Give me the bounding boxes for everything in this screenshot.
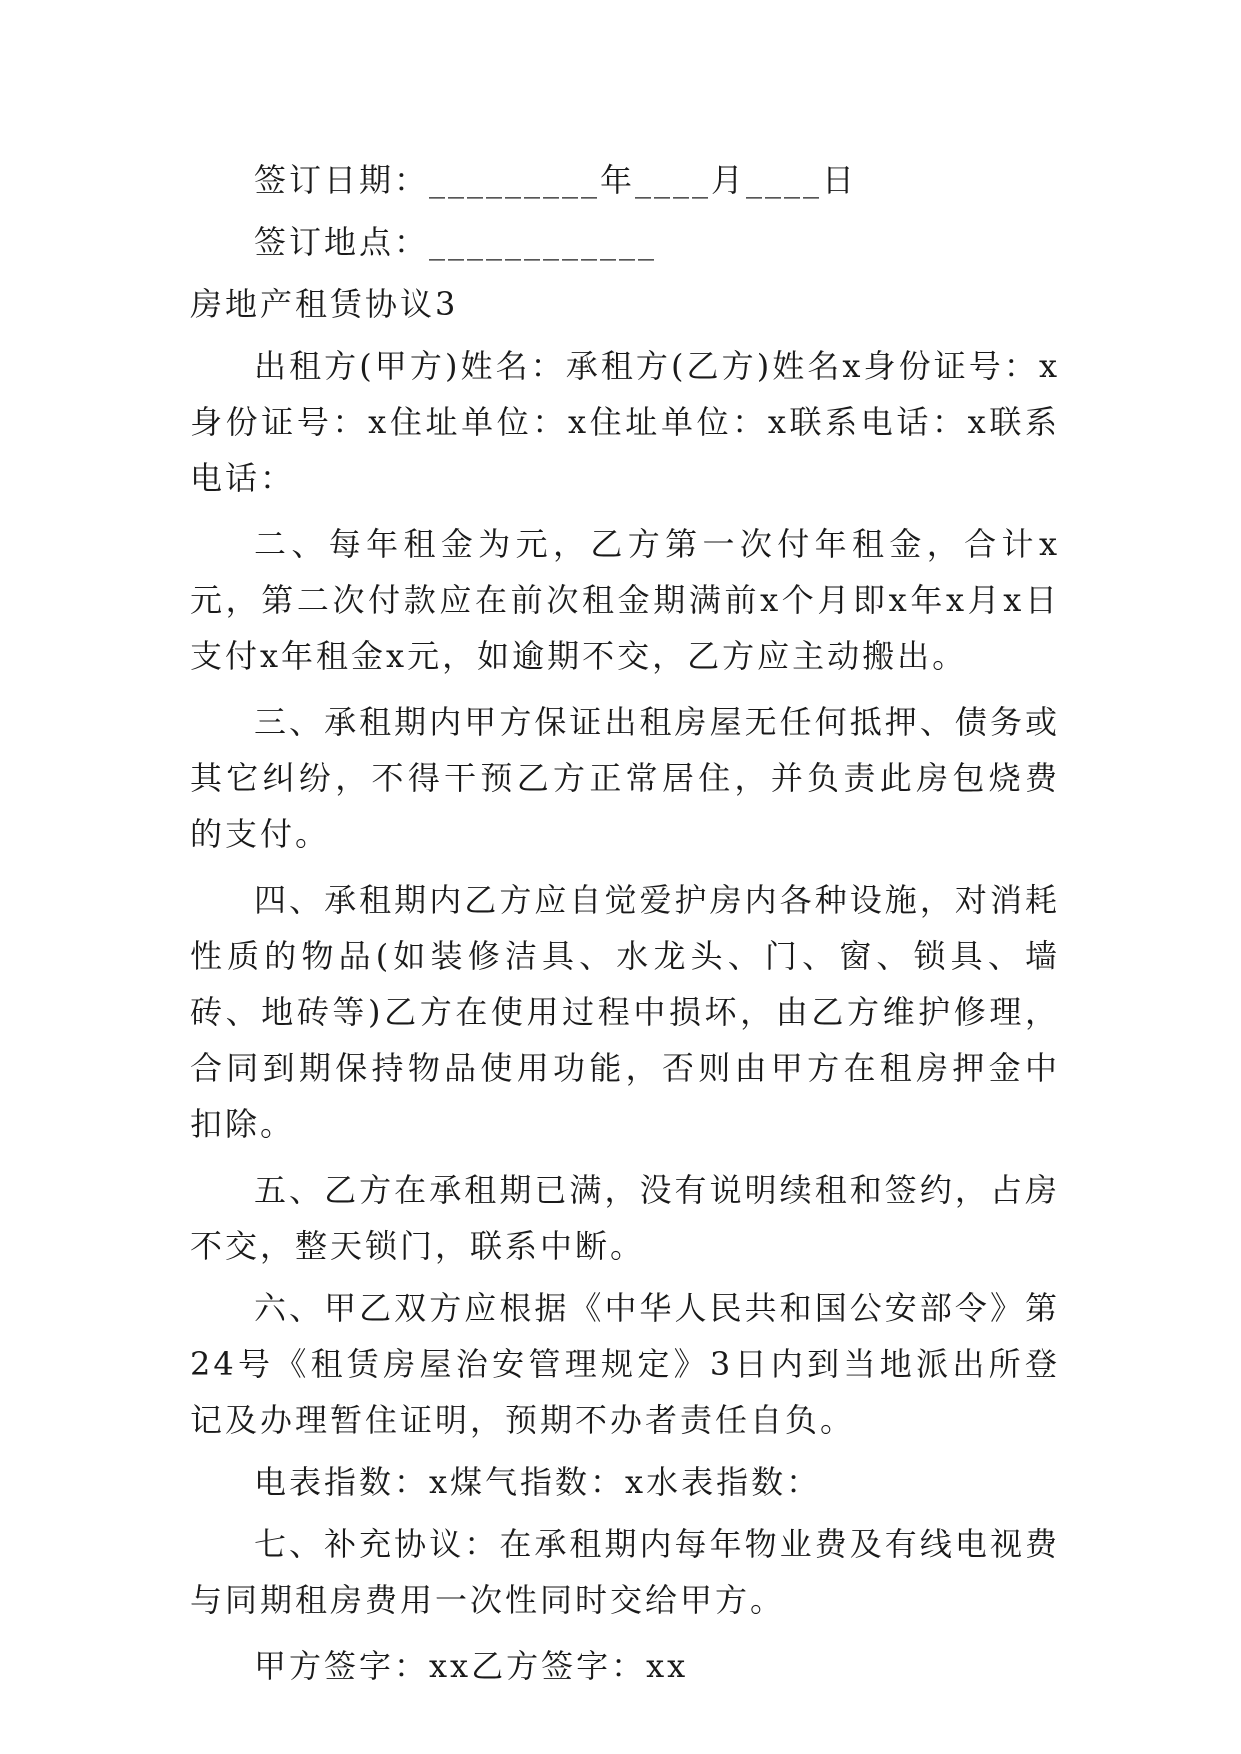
sign-date-line: 签订日期：_________年____月____日 <box>254 161 858 199</box>
clause-3-paragraph: 三、承租期内甲方保证出租房屋无任何抵押、债务或其它纠纷，不得干预乙方正常居住，并负责此房包烧费的支付。 <box>190 703 1060 853</box>
clause-4-paragraph: 四、承租期内乙方应自觉爱护房内各种设施，对消耗性质的物品(如装修洁具、水龙头、门、窗、锁具、墙砖、地砖等)乙方在使用过程中损坏，由乙方维护修理，合同到期保持物品使用功能，否则由甲方在租房押金中扣除。 <box>190 881 1060 1143</box>
meters-line: 电表指数：x煤气指数：x水表指数： <box>254 1463 822 1501</box>
document-title: 房地产租赁协议3 <box>190 285 459 323</box>
parties-paragraph: 出租方(甲方)姓名：承租方(乙方)姓名x身份证号：x身份证号：x住址单位：x住址单位：x联系电话：x联系电话： <box>190 347 1060 497</box>
document-page <box>190 152 1060 1694</box>
clause-6-paragraph: 六、甲乙双方应根据《中华人民共和国公安部令》第24号《租赁房屋治安管理规定》3日内到当地派出所登记及办理暂住证明，预期不办者责任自负。 <box>190 1289 1060 1439</box>
clause-2-paragraph: 二、每年租金为元，乙方第一次付年租金，合计x元，第二次付款应在前次租金期满前x个月即x年x月x日支付x年租金x元，如逾期不交，乙方应主动搬出。 <box>190 525 1060 675</box>
clause-5-paragraph: 五、乙方在承租期已满，没有说明续租和签约，占房不交，整天锁门，联系中断。 <box>190 1171 1060 1265</box>
signatures-line: 甲方签字：xx乙方签字：xx <box>254 1647 689 1685</box>
clause-7-paragraph: 七、补充协议：在承租期内每年物业费及有线电视费与同期租房费用一次性同时交给甲方。 <box>190 1525 1060 1619</box>
sign-place-line: 签订地点：____________ <box>254 223 658 261</box>
